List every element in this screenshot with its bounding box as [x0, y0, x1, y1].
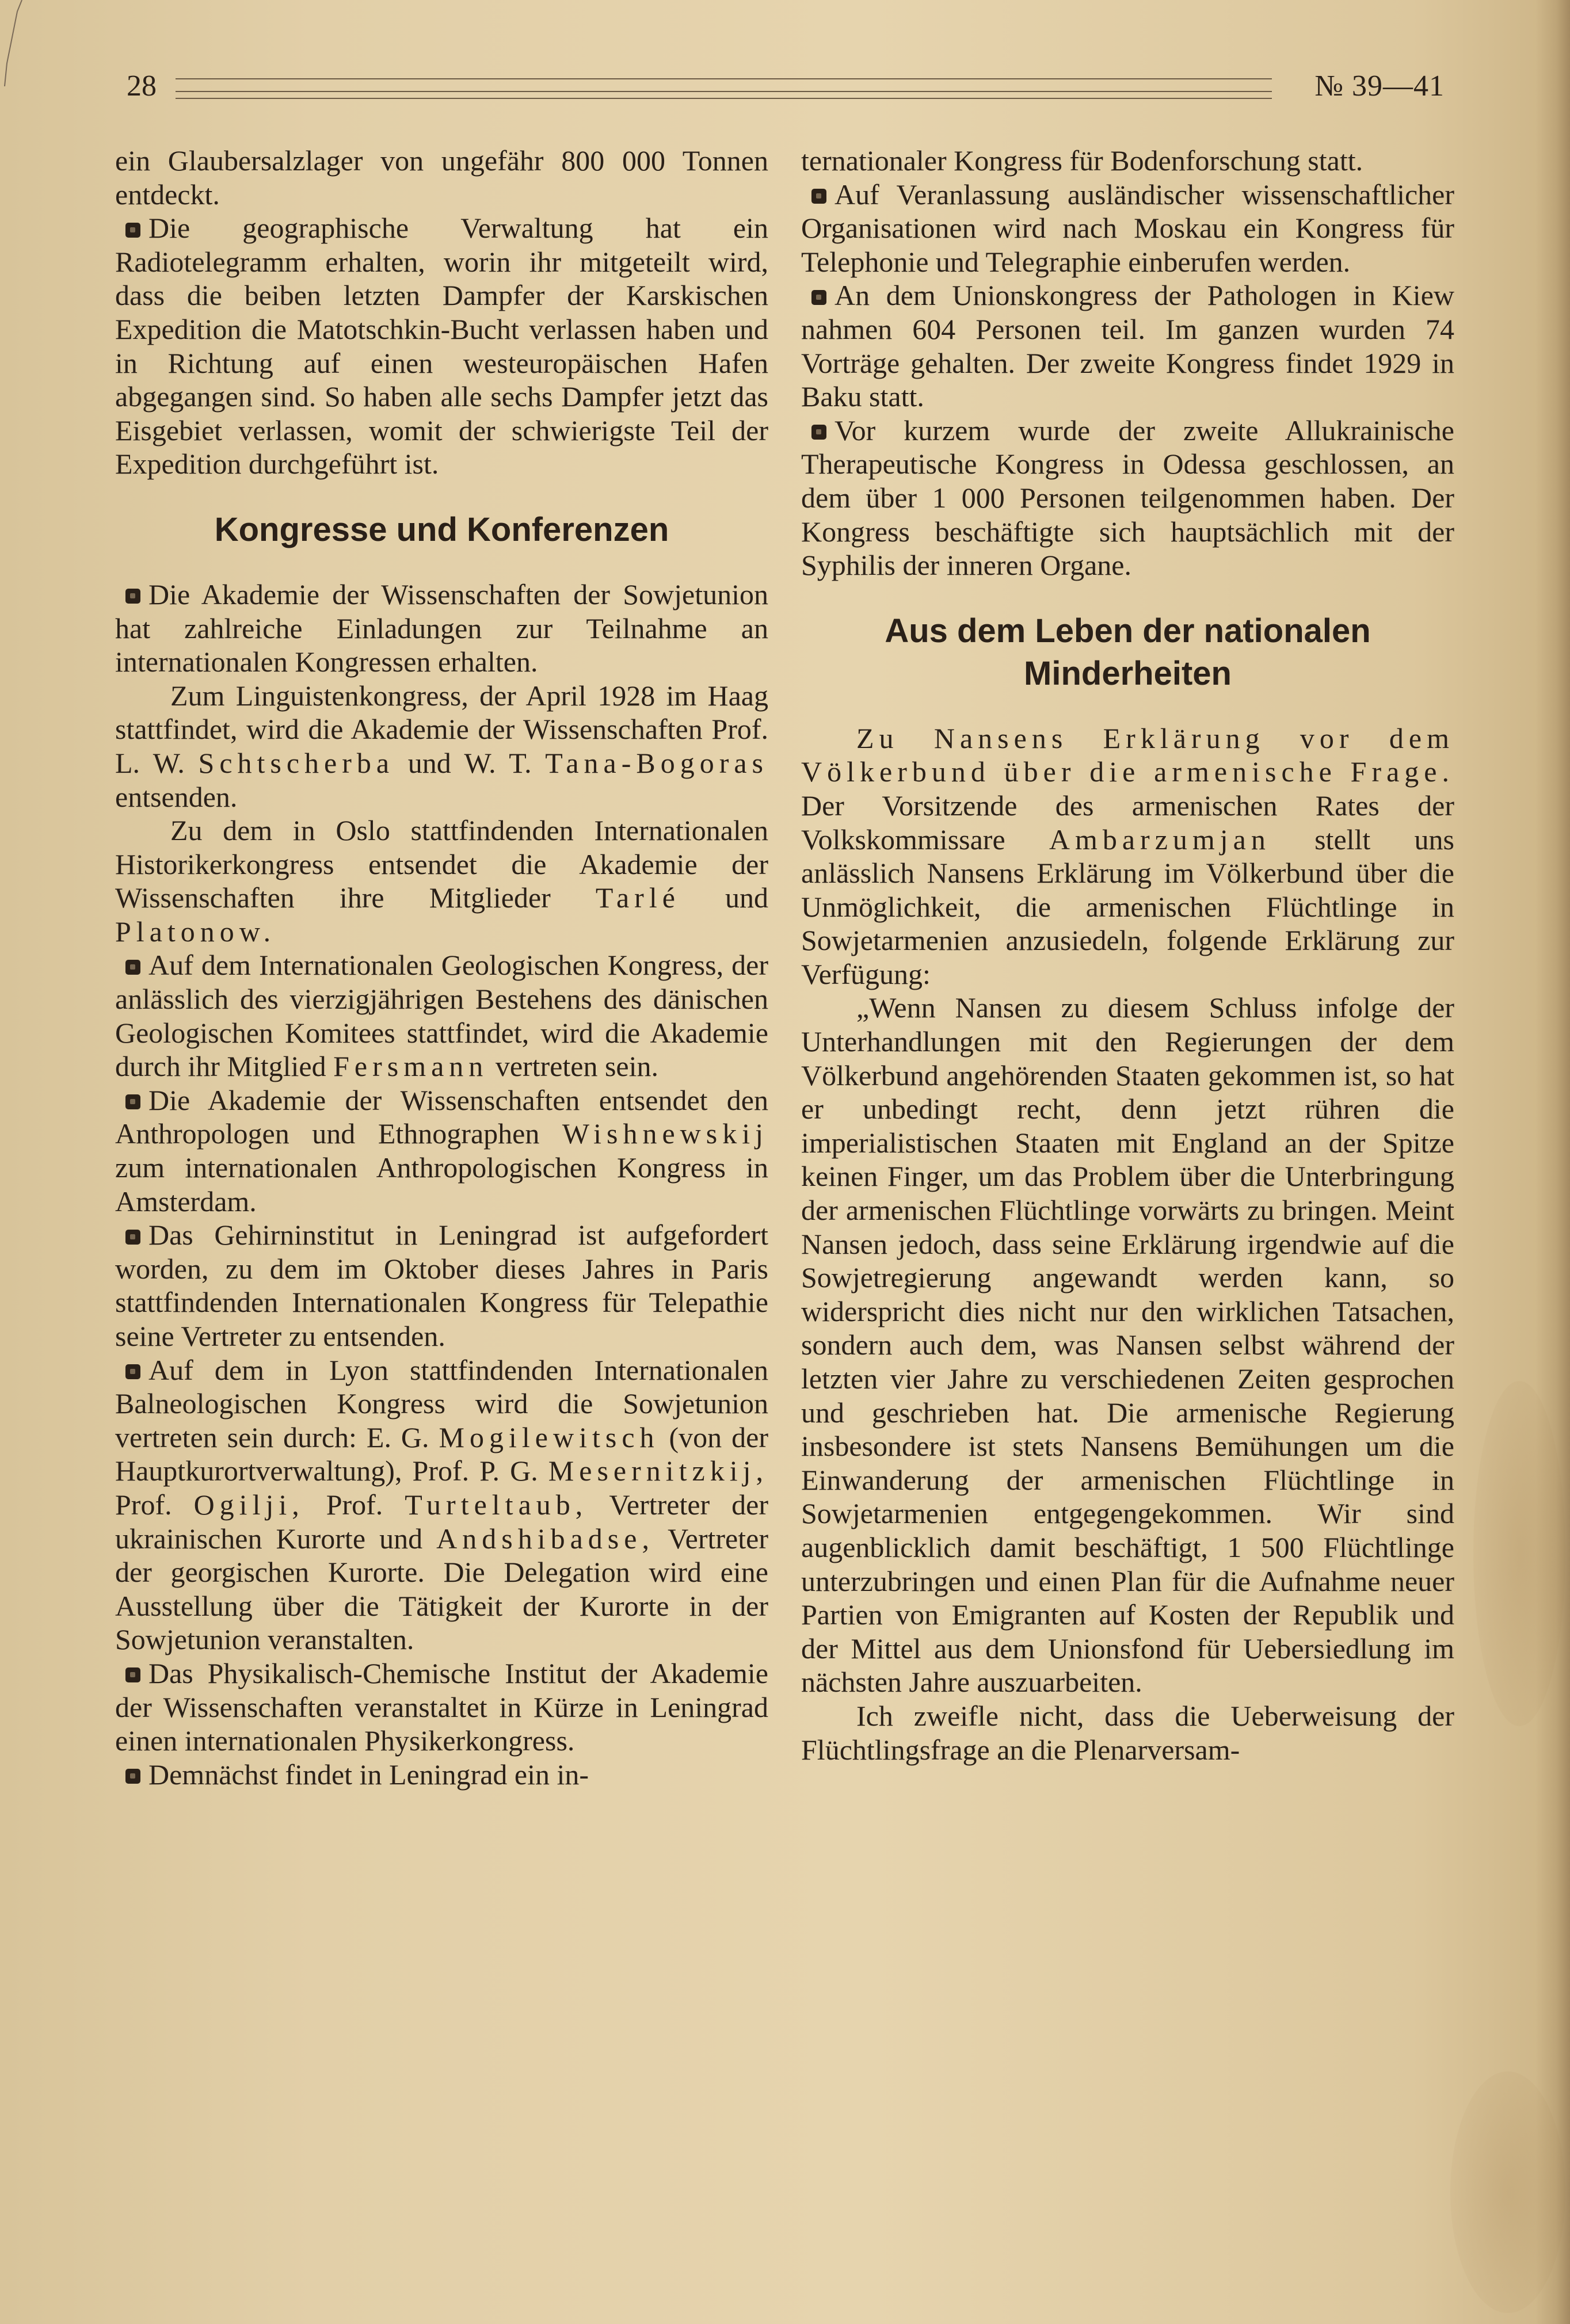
person-name: Platonow.	[115, 915, 276, 948]
issue-number: № 39—41	[1314, 70, 1445, 102]
news-item: Das Gehirninstitut in Leningrad ist aufgefordert worden, zu dem im Oktober dieses Jahres in Paris stattfindenden Internationalen Kongress für Telepathie seine Vertreter zu entsenden.	[115, 1219, 768, 1352]
bullet-icon	[125, 1769, 140, 1784]
paper-stain	[1450, 2071, 1565, 2313]
person-name: Tana-Bogoras	[545, 746, 769, 779]
bullet-icon	[125, 960, 140, 975]
news-item: Die geographische Verwaltung hat ein Radiotelegramm erhalten, worin ihr mitgeteilt wird, dass die beiben letzten Dampfer der Karskischen Expedition die Matotschkin-Bucht verlassen haben und in Richtung auf einen westeuropäischen Hafen abgegangen sind. So haben alle sechs Dampfer jetzt das Eisgebiet verlassen, womit der schwierigste Teil der Expedition durchgeführt ist.	[115, 212, 768, 480]
header-rule	[176, 91, 1272, 92]
person-name: Ogilji,	[193, 1488, 304, 1521]
page-edge-shadow	[1535, 0, 1570, 2324]
news-item: Die Akademie der Wissenschaften der Sowjetunion hat zahlreiche Einladungen zur Teilnahme an internationalen Kongressen erhalten.	[115, 578, 768, 678]
paragraph: ein Glaubersalzlager von ungefähr 800 000 Tonnen entdeckt.	[115, 144, 768, 211]
corner-pen-mark	[0, 0, 46, 86]
bullet-icon	[125, 1094, 140, 1109]
bullet-icon	[811, 425, 826, 440]
section-heading: Kongresse und Konferenzen	[214, 510, 669, 548]
news-item: Demnächst findet in Leningrad ein in-	[115, 1758, 768, 1792]
paragraph: Zu dem in Oslo stattfindenden Internationalen Historikerkongress entsendet die Akademie der Wissenschaften ihre Mitglieder Tarlé und Platonow.	[115, 814, 769, 948]
person-name: Tarlé	[595, 881, 680, 914]
paragraph: Ich zweifle nicht, dass die Ueberweisung der Flüchtlingsfrage an die Plenarversam-	[801, 1699, 1454, 1766]
header-rule	[176, 98, 1272, 99]
person-name: Andshibadse,	[436, 1522, 654, 1555]
news-item: Das Physikalisch-Chemische Institut der Akademie der Wissenschaften veranstaltet in Kürze in Leningrad einen internationalen Physikerkongress.	[115, 1657, 768, 1757]
paragraph: ternationaler Kongress für Bodenforschung statt.	[801, 144, 1363, 177]
left-column	[115, 144, 768, 1791]
person-name: Turteltaub,	[405, 1488, 588, 1521]
news-item: Auf dem in Lyon stattfindenden Internationalen Balneologischen Kongress wird die Sowjetunion vertreten sein durch: E. G. Mogilewitsch (von der Hauptkurortverwaltung), Prof. P. G. Mesernitzkij, Prof. Ogilji, Prof. Turteltaub, Vertreter der ukrainischen Kurorte und Andshibadse, Vertreter der georgischen Kurorte. Die Delegation wird eine Ausstellung über die Tätigkeit der Kurorte in der Sowjetunion veranstalten.	[115, 1353, 769, 1656]
page-header	[127, 63, 1445, 109]
header-rule	[176, 78, 1272, 79]
paragraph: „Wenn Nansen zu diesem Schluss infolge der Unterhandlungen mit den Regierungen der dem Völkerbund angehörenden Staaten gekommen ist, so hat er unbedingt recht, denn jetzt rühren die imperialistischen Staaten mit England an der Spitze keinen Finger, um das Problem über die Unterbringung der armenischen Flüchtlinge vorwärts zu bringen. Meint Nansen jedoch, dass seine Erklärung irgendwie auf die Sowjetregierung angewandt werden kann, so widerspricht dies nicht nur den wirklichen Tatsachen, sondern auch dem, was Nansen selbst während der letzten vier Jahre zu verschiedenen Zeiten gesprochen und geschrieben hat. Die armenische Regierung insbesondere ist stets Nansens Bemühungen um die Einwanderung der armenischen Flüchtlinge in Sowjetarmenien entgegengekommen. Wir sind augenblicklich damit beschäftigt, 1 500 Flüchtlinge unterzubringen und einen Plan für die Aufnahme neuer Partien von Emigranten auf Kosten der Republik und der Mittel aus dem Unionsfond für Uebersiedlung im nächsten Jahre auszuarbeiten.	[801, 991, 1454, 1699]
section-heading: Aus dem Leben der nationalen Minderheiten	[885, 612, 1371, 692]
paragraph: Zum Linguistenkongress, der April 1928 im Haag stattfindet, wird die Akademie der Wissenschaften Prof. L. W. Schtscherba und W. T. Tana-Bogoras entsenden.	[115, 679, 769, 813]
bullet-icon	[811, 189, 826, 204]
person-name: Fersmann	[333, 1050, 489, 1083]
person-name: Wishnewskij	[562, 1117, 769, 1150]
paragraph: Zu Nansens Erklärung vor dem Völkerbund über die armenische Frage. Der Vorsitzende des armenischen Rates der Volkskommissare Ambarzumjan stellt uns anlässlich Nansens Erklärung im Völkerbund über die Unmöglichkeit, die armenischen Flüchtlinge in Sowjetarmenien anzusiedeln, folgende Erklärung zur Verfügung:	[801, 722, 1454, 990]
news-item: Auf Veranlassung ausländischer wissenschaftlicher Organisationen wird nach Moskau ein Kongress für Telephonie und Telegraphie einberufen werden.	[801, 178, 1454, 278]
paper-stain	[1473, 1381, 1565, 1726]
person-name: Ambarzumjan	[1049, 823, 1271, 856]
bullet-icon	[811, 290, 826, 305]
article-lead: Zu Nansens Erklärung vor dem Völkerbund über die armenische Frage.	[801, 722, 1454, 788]
news-item: Vor kurzem wurde der zweite Allukrainische Therapeutische Kongress in Odessa geschlossen, an dem über 1 000 Personen teilgenommen haben. Der Kongress beschäftigte sich hauptsächlich mit der Syphilis der inneren Organe.	[801, 414, 1454, 582]
news-item: An dem Unionskongress der Pathologen in Kiew nahmen 604 Personen teil. Im ganzen wurden 74 Vorträge gehalten. Der zweite Kongress findet 1929 in Baku statt.	[801, 279, 1454, 413]
person-name: Mesernitzkij,	[548, 1455, 769, 1487]
right-column	[801, 144, 1454, 1766]
bullet-icon	[125, 1230, 140, 1245]
page-number: 28	[127, 70, 157, 102]
bullet-icon	[125, 1667, 140, 1682]
bullet-icon	[125, 589, 140, 604]
person-name: Schtscherba	[198, 746, 395, 779]
bullet-icon	[125, 1364, 140, 1379]
news-item: Auf dem Internationalen Geologischen Kongress, der anlässlich des vierzigjährigen Bestehens des dänischen Geologischen Komitees stattfindet, wird die Akademie durch ihr Mitglied Fersmann vertreten sein.	[115, 949, 768, 1083]
person-name: Mogilewitsch	[439, 1421, 660, 1453]
bullet-icon	[125, 223, 140, 238]
news-item: Die Akademie der Wissenschaften entsendet den Anthropologen und Ethnographen Wishnewskij zum internationalen Anthropologischen Kongress in Amsterdam.	[115, 1083, 769, 1218]
